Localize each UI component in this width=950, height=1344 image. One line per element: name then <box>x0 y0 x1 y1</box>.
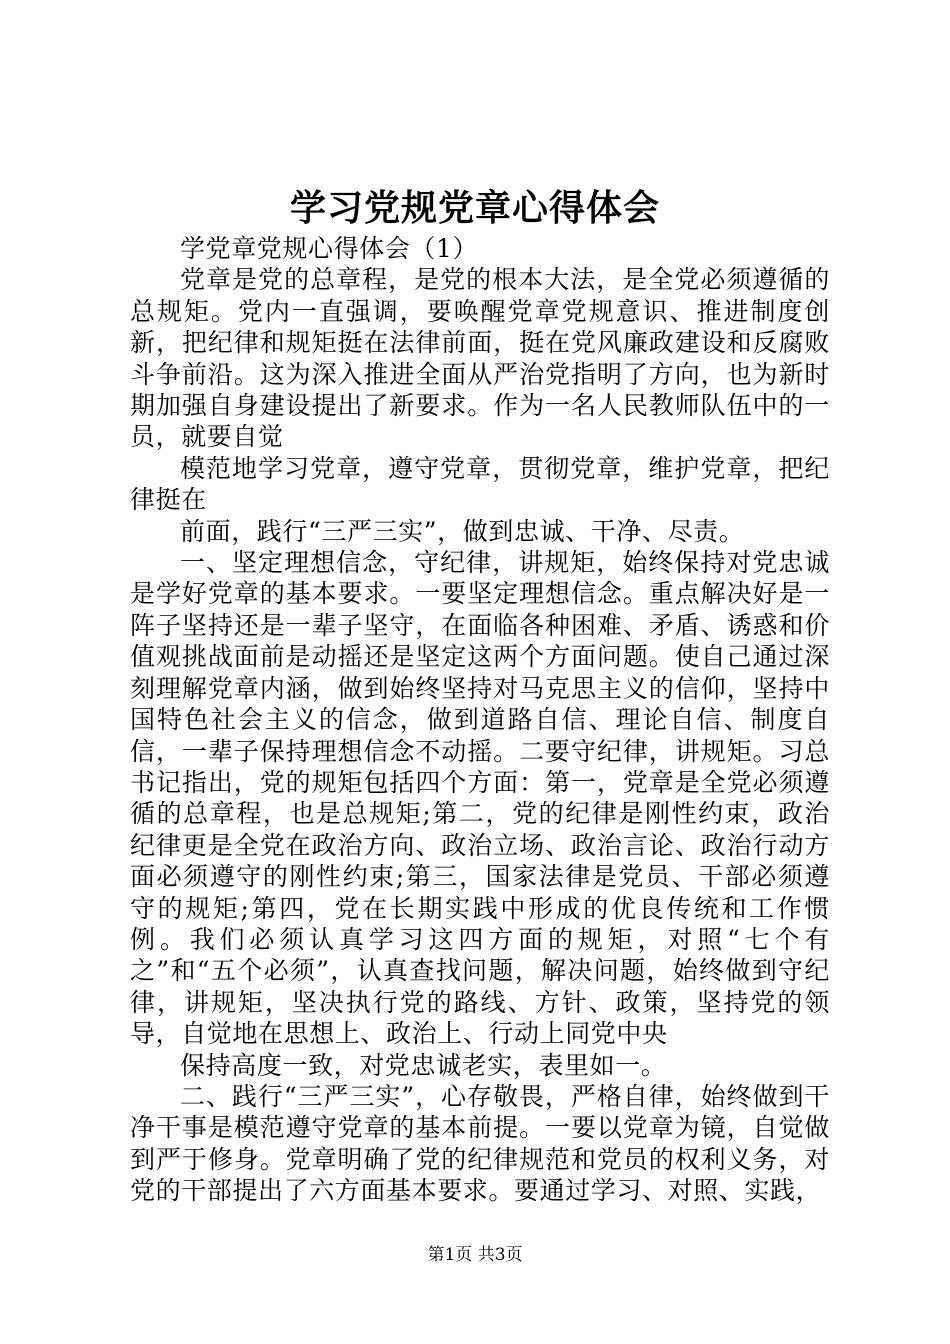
paragraph: 党章是党的总章程，是党的根本大法，是全党必须遵循的总规矩。党内一直强调，要唤醒党章党规意识、推进制度创新，把纪律和规矩挺在法律前面，挺在党风廉政建设和反腐败斗争前沿。这为深入推进全面从严治党指明了方向，也为新时期加强自身建设提出了新要求。作为一名人民教师队伍中的一员，就要自觉 <box>130 265 830 452</box>
page-footer: 第1页 共3页 <box>427 1245 523 1265</box>
document-body <box>130 233 830 1207</box>
paragraph-subtitle: 学党章党规心得体会（1） <box>180 234 479 263</box>
paragraph: 二、践行“三严三实”，心存敬畏，严格自律，始终做到干净干事是模范遵守党章的基本前提。一要以党章为镜，自觉做到严于修身。党章明确了党的纪律规范和党员的权利义务，对党的干部提出了六方面基本要求。要通过学习、对照、实践， <box>130 1081 830 1206</box>
paragraph: 保持高度一致，对党忠诚老实，表里如一。 <box>180 1050 667 1080</box>
document-title: 学习党规党章心得体会 <box>289 187 660 229</box>
paragraph: 前面，践行“三严三实”，做到忠诚、干净、尽责。 <box>180 516 745 546</box>
paragraph: 一、坚定理想信念，守纪律，讲规矩，始终保持对党忠诚是学好党章的基本要求。一要坚定理想信念。重点解决好是一阵子坚持还是一辈子坚守，在面临各种困难、矛盾、诱惑和价值观挑战面前是动摇还是坚定这两个方面问题。使自己通过深刻理解党章内涵，做到始终坚持对马克思主义的信仰，坚持中国特色社会主义的信念，做到道路自信、理论自信、制度自信，一辈子保持理想信念不动摇。二要守纪律，讲规矩。习总书记指出，党的规矩包括四个方面：第一，党章是全党必须遵循的总章程，也是总规矩;第二，党的纪律是刚性约束，政治纪律更是全党在政治方向、政治立场、政治言论、政治行动方面必须遵守的刚性约束;第三，国家法律是党员、干部必须遵守的规矩;第四，党在长期实践中形成的优良传统和工作惯例。我们必须认真学习这四方面的规矩，对照“七个有之”和“五个必须”，认真查找问题，解决问题，始终做到守纪律，讲规矩，坚决执行党的路线、方针、政策，坚持党的领导，自觉地在思想上、政治上、行动上同党中央 <box>130 548 830 1049</box>
paragraph: 模范地学习党章，遵守党章，贯彻党章，维护党章，把纪律挺在 <box>130 453 830 515</box>
